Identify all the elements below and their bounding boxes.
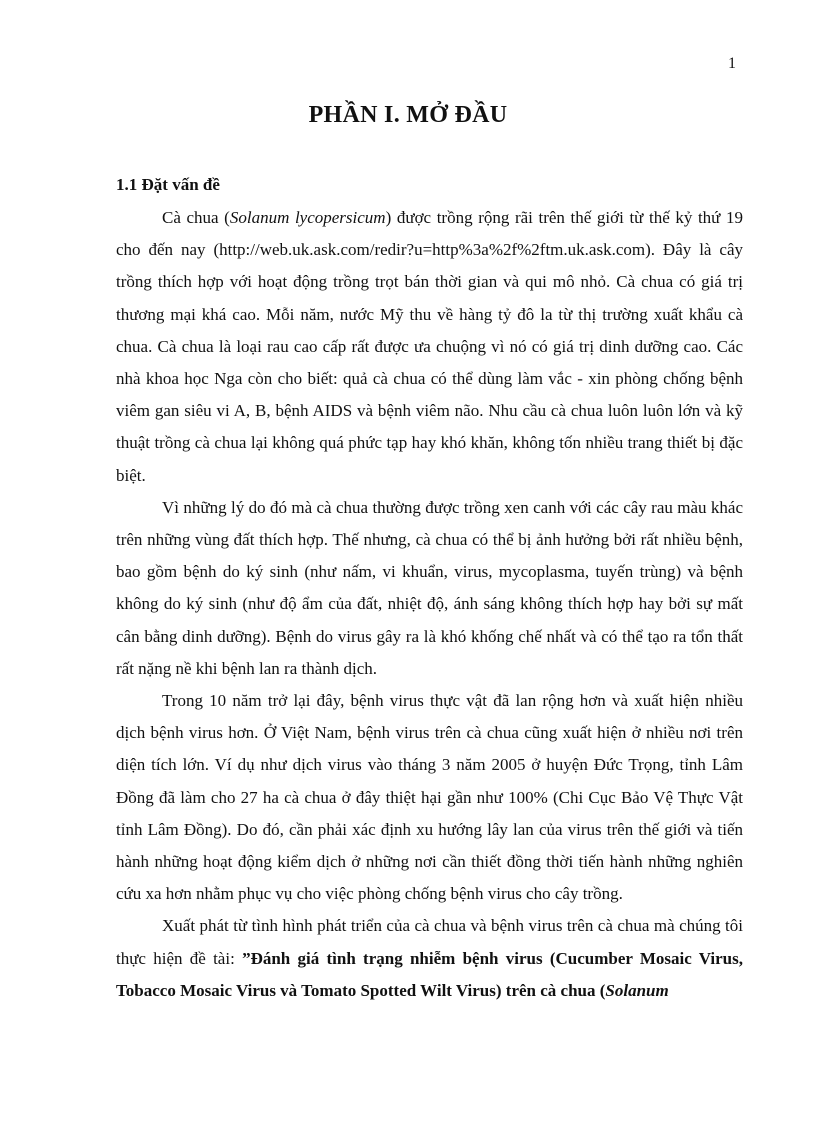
paragraph-1-post: ) được trồng rộng rãi trên thế giới từ thế kỷ thứ 19 cho đến nay (http://web.uk.ask.com/redir?u=http%3a%2f%2ftm.uk.ask.com). Đây là cây trồng thích hợp với hoạt động trồng trọt bán thời gian và qui mô nhỏ. Cà chua có giá trị thương mại khá cao. Mỗi năm, nước Mỹ thu về hàng tỷ đô la từ thị trường xuất khẩu cà chua. Cà chua là loại rau cao cấp rất được ưa chuộng vì nó có giá trị dinh dưỡng cao. Các nhà khoa học Nga còn cho biết: quả cà chua có thể dùng làm vắc - xin phòng chống bệnh viêm gan siêu vi A, B, bệnh AIDS và bệnh viêm não. Nhu cầu cà chua luôn luôn lớn và kỹ thuật trồng cà chua lại không quá phức tạp hay khó khăn, không tốn nhiều trang thiết bị đặc biệt. bbox=[116, 208, 743, 485]
body-text bbox=[116, 202, 743, 1007]
page-number: 1 bbox=[728, 55, 736, 72]
paragraph-2: Vì những lý do đó mà cà chua thường được trồng xen canh với các cây rau màu khác trên những vùng đất thích hợp. Thế nhưng, cà chua có thể bị ảnh hưởng bởi rất nhiều bệnh, bao gồm bệnh do ký sinh (như nấm, vi khuẩn, virus, mycoplasma, tuyến trùng) và bệnh không do ký sinh (như độ ẩm của đất, nhiệt độ, ánh sáng không thích hợp hay bởi sự mất cân bằng dinh dưỡng). Bệnh do virus gây ra là khó khống chế nhất và có thể tạo ra tổn thất rất nặng nề khi bệnh lan ra thành dịch. bbox=[116, 497, 743, 678]
paragraph-4-intro: Xuất phát từ tình hình phát triển của cà chua và bệnh virus trên cà chua mà chúng tôi thực hiện đề tài: bbox=[116, 916, 743, 968]
chapter-title: PHẦN I. MỞ ĐẦU bbox=[308, 102, 508, 128]
species-name: Solanum lycopersicum bbox=[229, 208, 386, 227]
paragraph-1-pre: Cà chua ( bbox=[162, 208, 230, 227]
paragraph-3: Trong 10 năm trở lại đây, bệnh virus thực vật đã lan rộng hơn và xuất hiện nhiều dịch bệnh virus hơn. Ở Việt Nam, bệnh virus trên cà chua cũng xuất hiện ở nhiều nơi trên diện tích lớn. Ví dụ như dịch virus vào tháng 3 năm 2005 ở huyện Đức Trọng, tỉnh Lâm Đồng đã làm cho 27 ha cà chua ở đây thiệt hại gần như 100% (Chi Cục Bảo Vệ Thực Vật tỉnh Lâm Đồng). Do đó, cần phải xác định xu hướng lây lan của virus trên thế giới và tiến hành những hoạt động kiểm dịch ở những nơi cần thiết đồng thời tiến hành những nghiên cứu xa hơn nhằm phục vụ cho việc phòng chống bệnh virus cho cây trồng. bbox=[116, 691, 743, 904]
paragraph-1 bbox=[116, 202, 743, 492]
thesis-title-text: ”Đánh giá tình trạng nhiễm bệnh virus (Cucumber Mosaic Virus, Tobacco Mosaic Virus và Tomato Spotted Wilt Virus) trên cà chua ( bbox=[116, 948, 743, 1000]
paragraph-4 bbox=[116, 910, 743, 1007]
thesis-title-species: Solanum bbox=[605, 980, 669, 1000]
section-heading: 1.1 Đặt vấn đề bbox=[116, 175, 220, 194]
